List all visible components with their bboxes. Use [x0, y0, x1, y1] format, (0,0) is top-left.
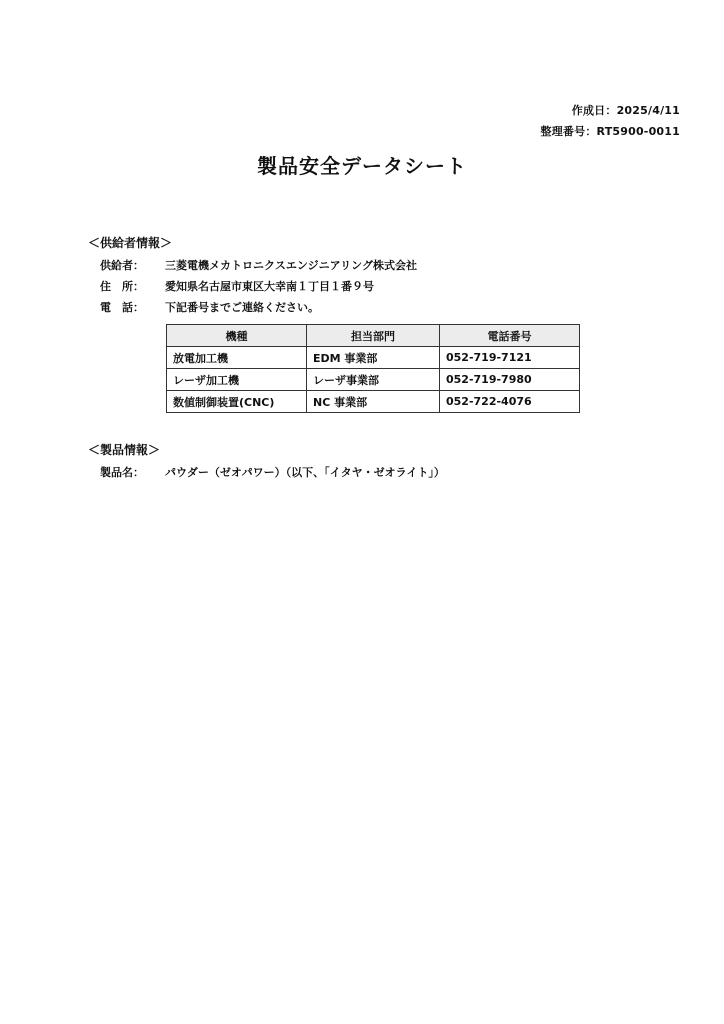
- table-cell-department: レーザ事業部: [307, 369, 440, 391]
- table-cell-phone: 052-722-4076: [440, 391, 580, 413]
- supplier-address-label: 住 所：: [100, 280, 144, 293]
- table-cell-model: レーザ加工機: [167, 369, 307, 391]
- table-row: [167, 369, 580, 391]
- supplier-phone-row: [100, 299, 319, 315]
- product-name-value: パウダー（ゼオパワー）（以下、「イタヤ・ゼオライト」）: [165, 466, 445, 479]
- supplier-heading: ＜供給者情報＞: [88, 236, 173, 250]
- supplier-address-value: 愛知県名古屋市東区大幸南１丁目１番９号: [165, 280, 374, 293]
- supplier-address-row: [100, 278, 374, 294]
- supplier-name-row: [100, 257, 417, 273]
- table-cell-model: 数値制御装置(CNC): [167, 391, 307, 413]
- product-name-label: 製品名：: [100, 466, 144, 479]
- table-cell-phone: 052-719-7980: [440, 369, 580, 391]
- supplier-phone-label: 電 話：: [100, 301, 144, 314]
- table-cell-model: 放電加工機: [167, 347, 307, 369]
- supplier-name-value: 三菱電機メカトロニクスエンジニアリング株式会社: [165, 259, 417, 272]
- table-header-row: [167, 325, 580, 347]
- document-title: 製品安全データシート: [257, 154, 467, 178]
- supplier-name-label: 供給者：: [100, 259, 144, 272]
- reference-number: 整理番号：RT5900-0011: [540, 125, 680, 138]
- table-cell-department: EDM 事業部: [307, 347, 440, 369]
- contacts-table: [166, 324, 580, 413]
- table-cell-phone: 052-719-7121: [440, 347, 580, 369]
- product-heading: ＜製品情報＞: [88, 443, 161, 457]
- table-row: [167, 391, 580, 413]
- column-header-department: 担当部門: [307, 325, 440, 347]
- column-header-model: 機種: [167, 325, 307, 347]
- supplier-phone-value: 下記番号までご連絡ください。: [165, 301, 319, 314]
- table-cell-department: NC 事業部: [307, 391, 440, 413]
- created-date: 作成日：2025/4/11: [571, 104, 680, 117]
- product-name-row: [100, 464, 445, 480]
- column-header-phone: 電話番号: [440, 325, 580, 347]
- table-row: [167, 347, 580, 369]
